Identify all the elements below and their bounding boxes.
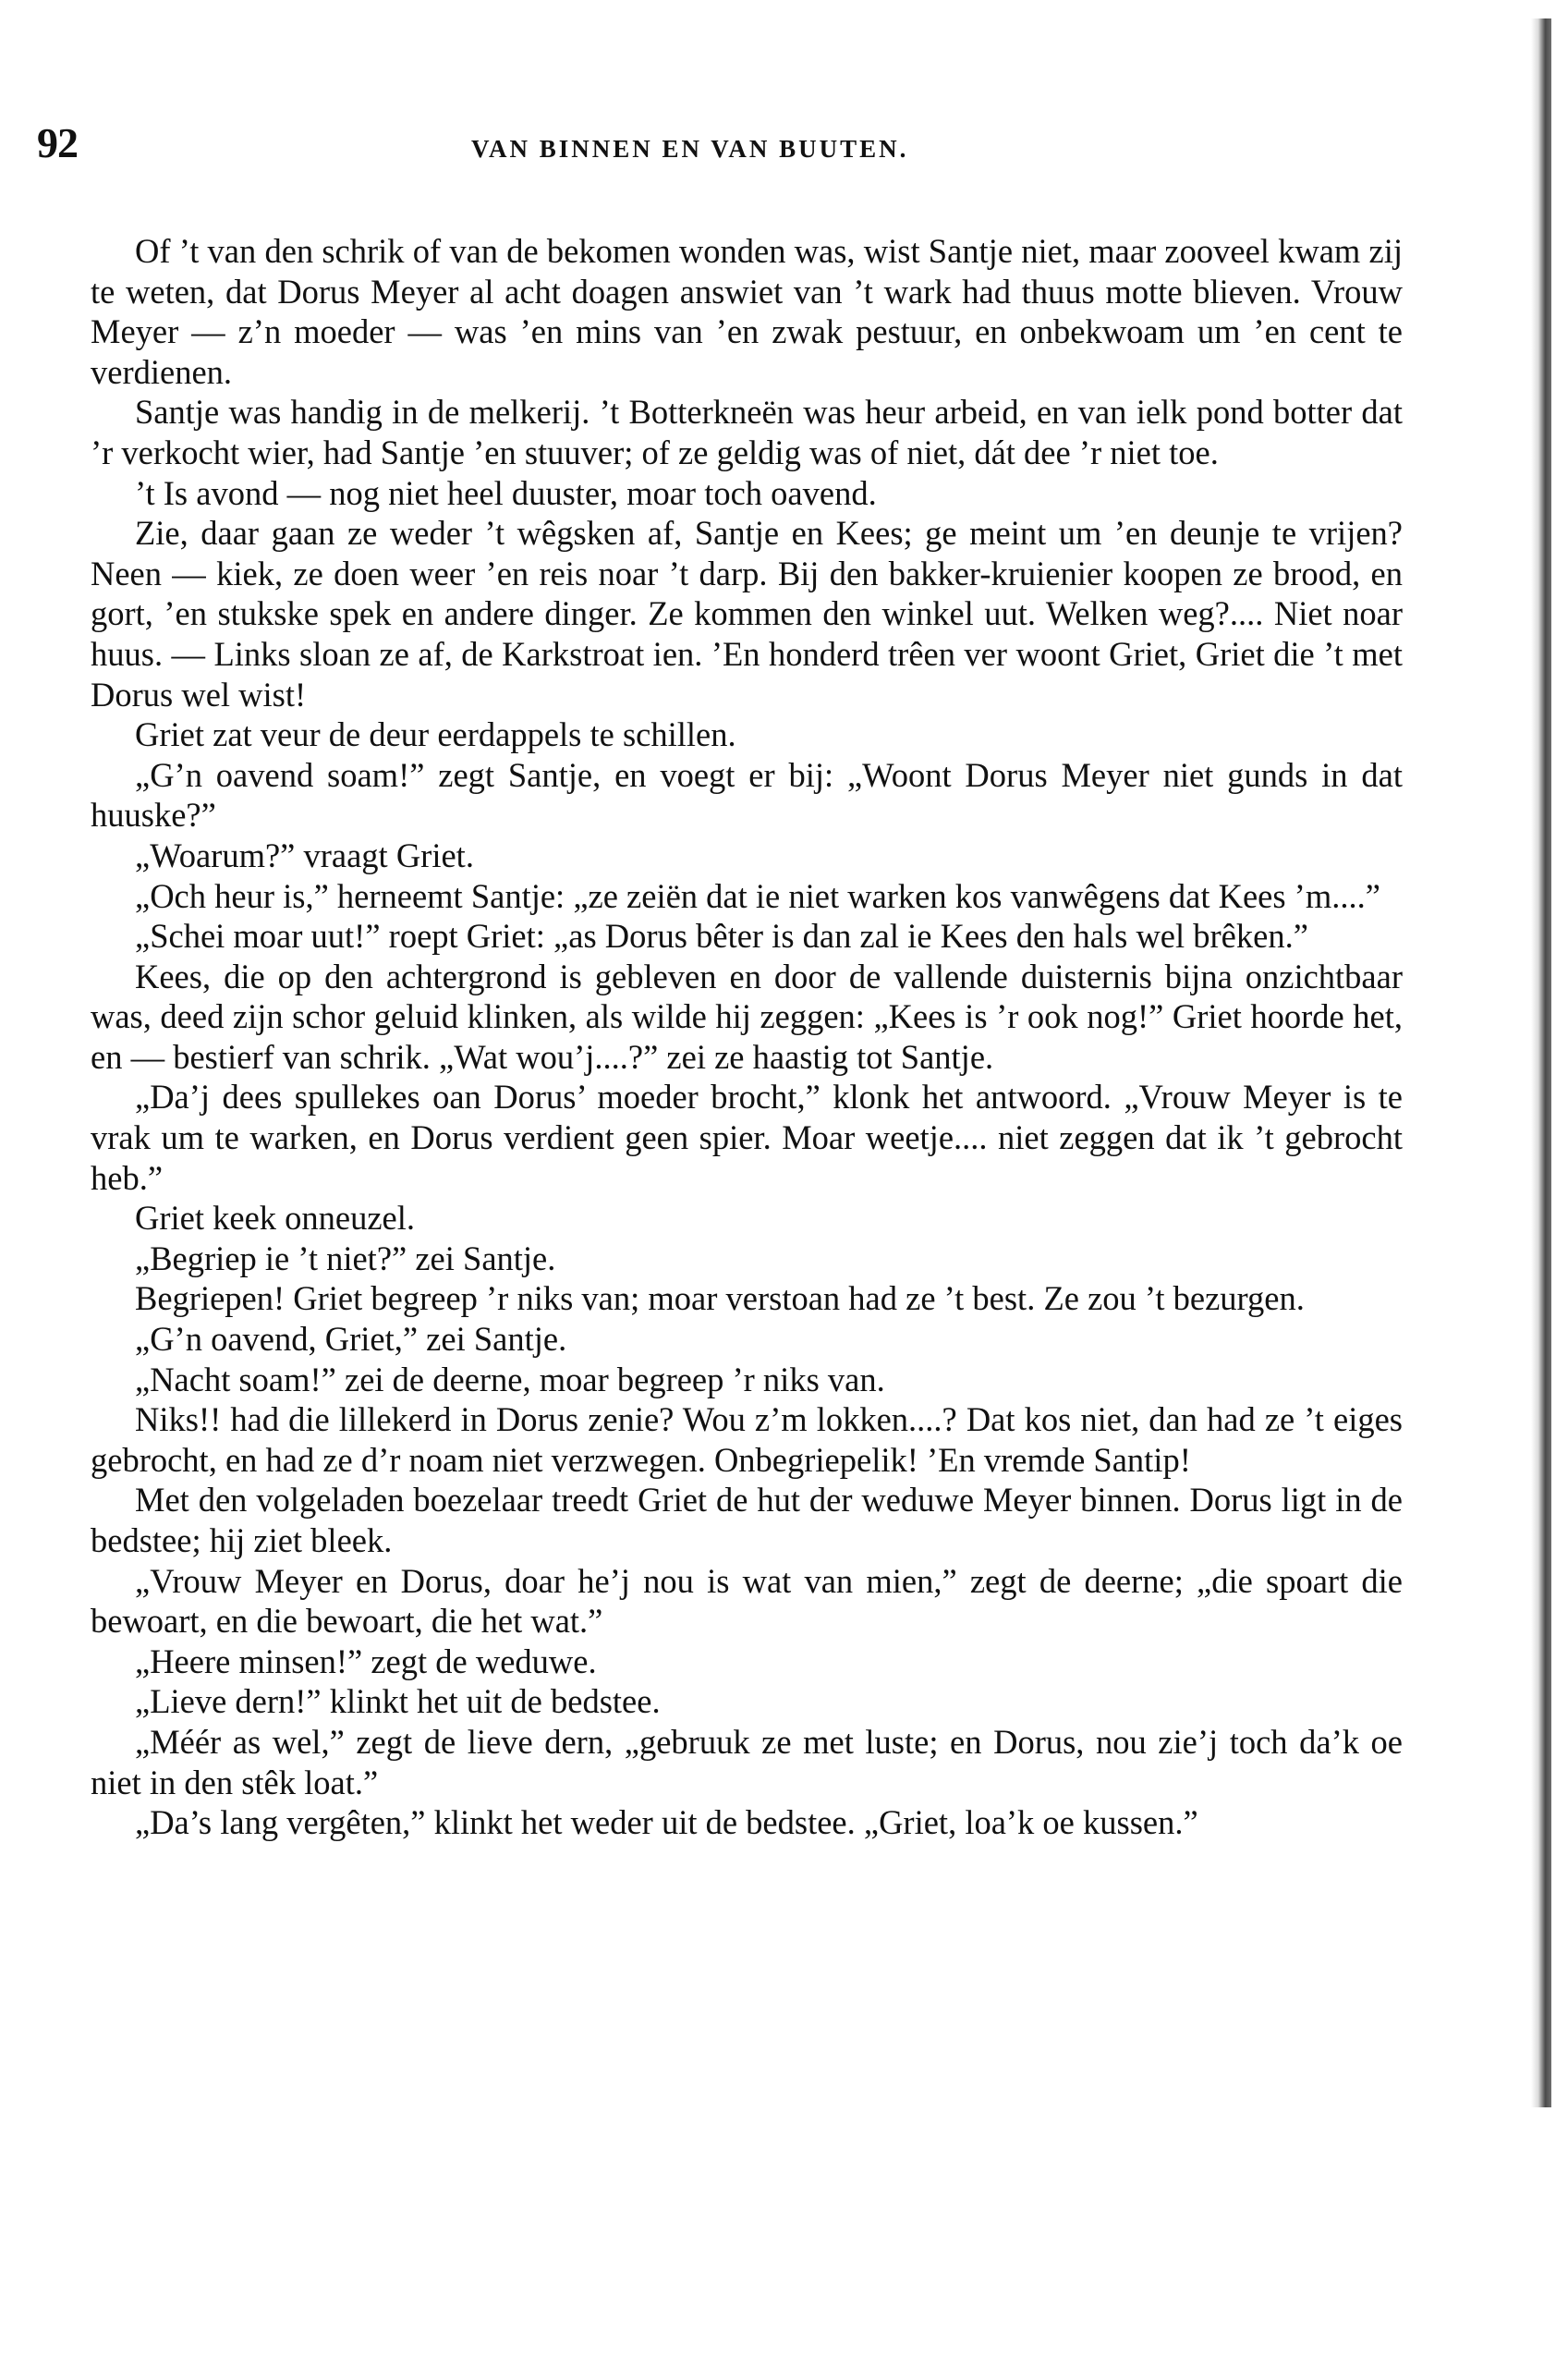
paragraph: ’t Is avond — nog niet heel duuster, moar toch oavend. (135, 473, 877, 512)
paragraph: Zie, daar gaan ze weder ’t wêgsken af, Santje en Kees; ge meint um ’en deunje te vrijen? Neen — kiek, ze doen weer ’en reis noar ’t darp. Bij den bakker-kruienier koopen ze brood, en gort, ’en stukske spek en andere dinger. Ze kommen den winkel uut. Welken weg?.... Niet noar huus. — Links sloan ze af, de Karkstroat ien. ’En honderd trêen ver woont Griet, Griet die ’t met Dorus wel wist! (91, 514, 1403, 714)
paragraph: Met den volgeladen boezelaar treedt Griet de hut der weduwe Meyer binnen. Dorus ligt in de bedstee; hij ziet bleek. (91, 1481, 1403, 1559)
paragraph: „Woarum?” vraagt Griet. (135, 836, 474, 874)
paragraph: Griet keek onneuzel. (135, 1199, 416, 1238)
paragraph: „Vrouw Meyer en Dorus, doar he’j nou is wat van mien,” zegt de deerne; „die spoart die bewoart, en die bewoart, die het wat.” (91, 1561, 1403, 1641)
page-number: 92 (37, 119, 78, 166)
page-edge-shadow (1531, 18, 1551, 2107)
paragraph: „Heere minsen!” zegt de weduwe. (135, 1642, 597, 1680)
paragraph: Kees, die op den achtergrond is gebleven en door de vallende duisternis bijna onzichtbaar was, deed zijn schor geluid klinken, als wilde hij zeggen: „Kees is ’r ook nog!” Griet hoorde het, en — bestierf van schrik. „Wat wou’j....?” zei ze haastig tot Santje. (91, 957, 1403, 1076)
paragraph: Santje was handig in de melkerij. ’t Botterkneën was heur arbeid, en van ielk pond botter dat ’r verkocht wier, had Santje ’en stuuver; of ze geldig was of niet, dát dee ’r niet toe. (91, 393, 1403, 471)
paragraph: „Och heur is,” herneemt Santje: „ze zeiën dat ie niet warken kos vanwêgens dat Kees ’m....” (135, 876, 1380, 915)
paragraph: „Méér as wel,” zegt de lieve dern, „gebruuk ze met luste; en Dorus, nou zie’j toch da’k oe niet in den stêk loat.” (91, 1722, 1403, 1801)
paragraph: „G’n oavend, Griet,” zei Santje. (135, 1320, 567, 1359)
paragraph: Niks!! had die lillekerd in Dorus zenie? Wou z’m lokken....? Dat kos niet, dan had ze ’t eiges gebrocht, en had ze d’r noam niet verzwegen. Onbegriepelik! ’En vremde Santip! (91, 1400, 1403, 1479)
paragraph: „G’n oavend soam!” zegt Santje, en voegt er bij: „Woont Dorus Meyer niet gunds in dat huuske?” (91, 755, 1403, 835)
paragraph: „Nacht soam!” zei de deerne, moar begreep ’r niks van. (135, 1360, 885, 1398)
paragraph: „Da’j dees spullekes oan Dorus’ moeder brocht,” klonk het antwoord. „Vrouw Meyer is te vrak um te warken, en Dorus verdient geen spier. Moar weetje.... niet zeggen dat ik ’t gebrocht heb.” (91, 1078, 1403, 1197)
paragraph: Of ’t van den schrik of van de bekomen wonden was, wist Santje niet, maar zooveel kwam zij te weten, dat Dorus Meyer al acht doagen answiet van ’t wark had thuus motte blieven. Vrouw Meyer — z’n moeder — was ’en mins van ’en zwak pestuur, en onbekwoam um ’en cent te verdienen. (91, 232, 1403, 391)
paragraph: Griet zat veur de deur eerdappels te schillen. (135, 715, 736, 754)
paragraph: „Schei moar uut!” roept Griet: „as Dorus bêter is dan zal ie Kees den hals wel brêken.” (135, 917, 1308, 956)
running-title: VAN BINNEN EN VAN BUUTEN. (471, 135, 909, 163)
page-header (37, 118, 1423, 174)
paragraph: „Begriep ie ’t niet?” zei Santje. (135, 1239, 556, 1277)
paragraph: „Lieve dern!” klinkt het uit de bedstee. (135, 1682, 661, 1721)
body-text (91, 231, 1403, 1843)
paragraph: Begriepen! Griet begreep ’r niks van; moar verstoan had ze ’t best. Ze zou ’t bezurgen. (135, 1279, 1305, 1318)
paragraph: „Da’s lang vergêten,” klinkt het weder uit de bedstee. „Griet, loa’k oe kussen.” (135, 1803, 1198, 1842)
